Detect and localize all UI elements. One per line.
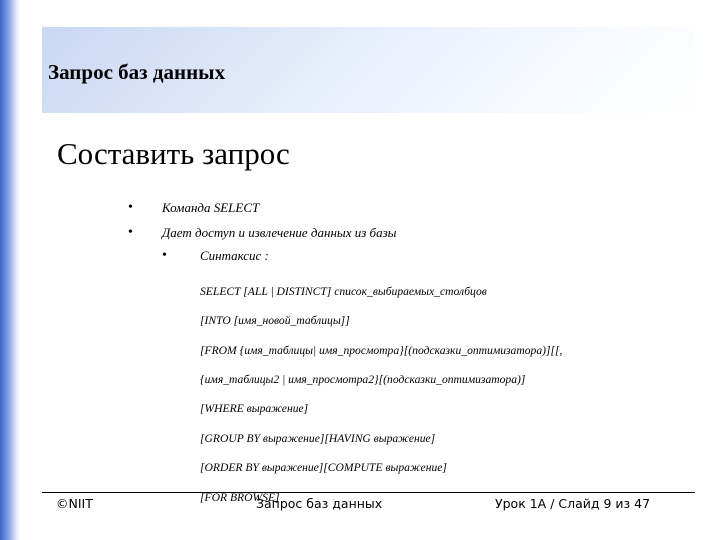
syntax-line: [WHERE выражение]	[200, 402, 309, 416]
bullet-text-access: Дает доступ и извлечение данных из базы	[162, 225, 397, 240]
syntax-line: [FOR BROWSE]	[200, 490, 280, 504]
sub-bullet-dot: •	[162, 248, 167, 263]
bullet-dot: •	[128, 225, 133, 240]
syntax-block	[200, 270, 562, 520]
syntax-line: SELECT [ALL | DISTINCT] список_выбираемых_столбцов	[200, 284, 487, 298]
footer-divider	[42, 492, 695, 493]
bullet-dot: •	[128, 200, 133, 215]
syntax-line: {имя_таблицы2 | имя_просмотра2}[(подсказки_оптимизатора)]	[200, 372, 526, 386]
syntax-line: [FROM {имя_таблицы| имя_просмотра}[(подсказки_оптимизатора)][[,	[200, 343, 563, 357]
syntax-line: [GROUP BY выражение][HAVING выражение]	[200, 431, 436, 445]
footer-copyright: ©NIIT	[56, 496, 93, 511]
header-title: Запрос баз данных	[48, 60, 226, 84]
sub-bullet-text-syntax: Синтаксис :	[200, 248, 269, 263]
syntax-line: [INTO [имя_новой_таблицы]]	[200, 314, 350, 328]
bullet-text-select: Команда SELECT	[162, 200, 260, 215]
footer-course-title: Запрос баз данных	[256, 496, 383, 511]
left-accent-bar	[0, 0, 20, 540]
footer-slide-number: Урок 1A / Слайд 9 из 47	[495, 496, 651, 511]
slide-title: Составить запрос	[57, 136, 290, 171]
syntax-line: [ORDER BY выражение][COMPUTE выражение]	[200, 461, 447, 475]
